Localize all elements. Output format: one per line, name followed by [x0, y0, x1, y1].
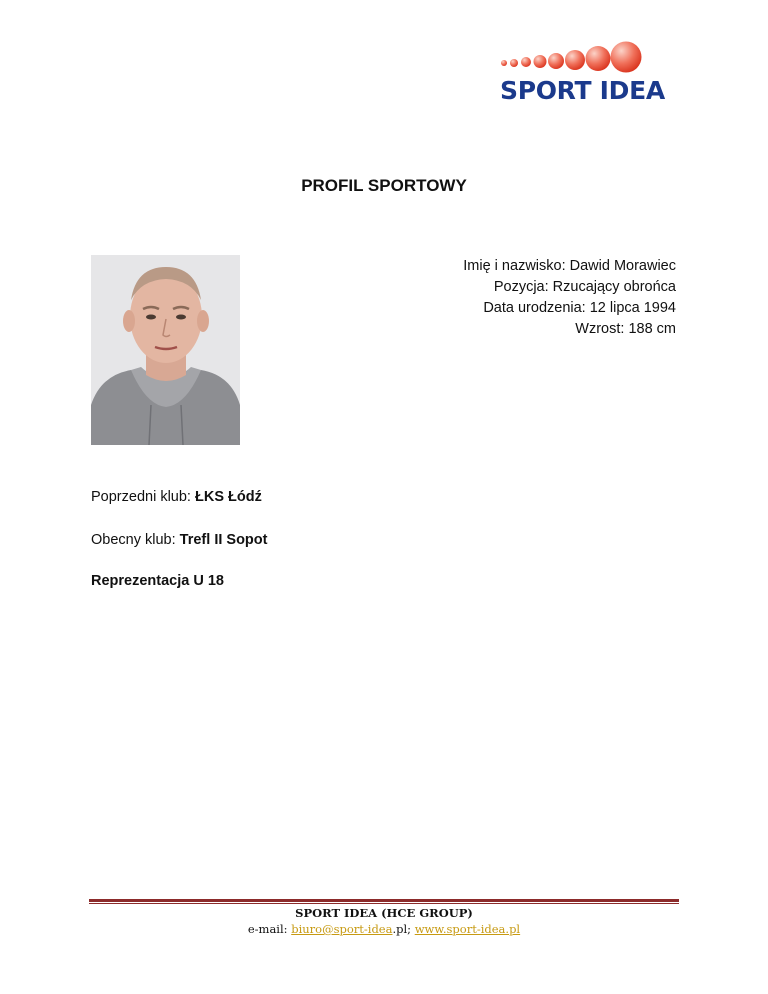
logo-text: SPORT IDEA: [500, 76, 665, 105]
previous-club-value: ŁKS Łódź: [194, 489, 262, 505]
player-photo: [91, 255, 240, 445]
player-name: Imię i nazwisko: Dawid Morawiec: [463, 258, 676, 274]
footer-website-link[interactable]: www.sport-idea.pl: [414, 922, 521, 936]
logo-dots-graphic: [498, 38, 678, 76]
footer-separator: ;: [407, 922, 415, 936]
page-title: PROFIL SPORTOWY: [301, 176, 467, 195]
footer-divider-thick: [89, 899, 679, 902]
player-birthdate: Data urodzenia: 12 lipca 1994: [483, 300, 676, 316]
player-info: [463, 256, 676, 340]
player-portrait-graphic: [91, 255, 240, 445]
previous-club: [91, 489, 262, 505]
footer-email-link[interactable]: biuro@sport-idea: [291, 922, 393, 936]
current-club-value: Trefl II Sopot: [179, 532, 268, 548]
current-club: [91, 532, 267, 548]
footer-email-suffix: .pl: [392, 922, 408, 936]
sport-idea-logo: [498, 38, 678, 110]
footer-divider: [89, 899, 679, 905]
footer-divider-thin: [89, 903, 679, 904]
footer-contact: [0, 922, 768, 936]
footer-organization: SPORT IDEA (HCE GROUP): [295, 906, 473, 920]
previous-club-label: Poprzedni klub:: [91, 489, 195, 505]
national-team: Reprezentacja U 18: [91, 573, 224, 589]
player-height: Wzrost: 188 cm: [575, 321, 676, 337]
footer-email-label: e-mail:: [247, 922, 292, 936]
current-club-label: Obecny klub:: [91, 532, 180, 548]
player-position: Pozycja: Rzucający obrońca: [493, 279, 676, 295]
